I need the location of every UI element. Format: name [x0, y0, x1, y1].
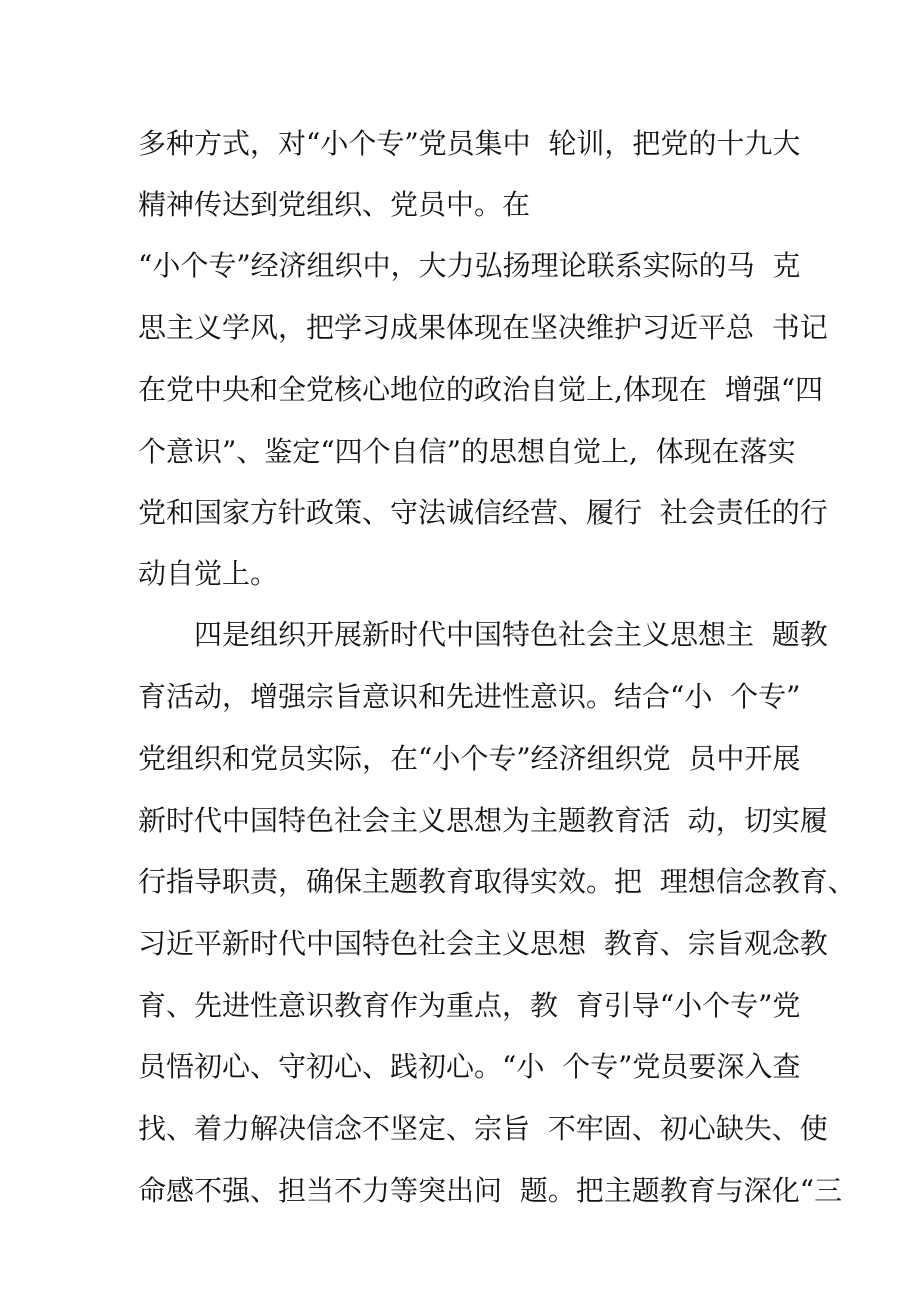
text-line: 找、着力解决信念不坚定、宗旨 不牢固、初心缺失、使	[138, 1112, 828, 1145]
text-line: 党和国家方针政策、守法诚信经营、履行 社会责任的行	[138, 496, 828, 529]
text-line: 育活动，增强宗旨意识和先进性意识。结合“小 个专”	[138, 680, 801, 713]
text-line: 员悟初心、守初心、践初心。“小 个专”党员要深入查	[138, 1050, 801, 1083]
text-line: 新时代中国特色社会主义思想为主题教育活 动，切实履	[138, 804, 828, 837]
text-line: 在党中央和全党核心地位的政治自觉上,体现在 增强“四	[138, 373, 824, 406]
text-line: 育、先进性意识教育作为重点，教 育引导“小个专”党	[138, 989, 801, 1022]
text-line: 个意识”、鉴定“四个自信”的思想自觉上, 体现在落实	[138, 435, 796, 468]
text-line: 多种方式，对“小个专”党员集中 轮训，把党的十九大	[138, 127, 801, 160]
text-line: “小个专”经济组织中，大力弘扬理论联系实际的马 克	[138, 249, 801, 282]
text-line: 动自觉上。	[138, 557, 279, 590]
text-line: 行指导职责，确保主题教育取得实效。把 理想信念教育、	[138, 865, 856, 898]
text-line: 思主义学风，把学习成果体现在坚决维护习近平总 书记	[138, 311, 828, 344]
text-line: 习近平新时代中国特色社会主义思想 教育、宗旨观念教	[138, 927, 828, 960]
text-line: 党组织和党员实际，在“小个专”经济组织党 员中开展	[138, 742, 801, 775]
paragraph-first-line: 四是组织开展新时代中国特色社会主义思想主 题教	[194, 618, 828, 651]
text-line: 精神传达到党组织、党员中。在	[138, 188, 531, 221]
text-line: 命感不强、担当不力等突出问 题。把主题教育与深化“三	[138, 1174, 843, 1207]
